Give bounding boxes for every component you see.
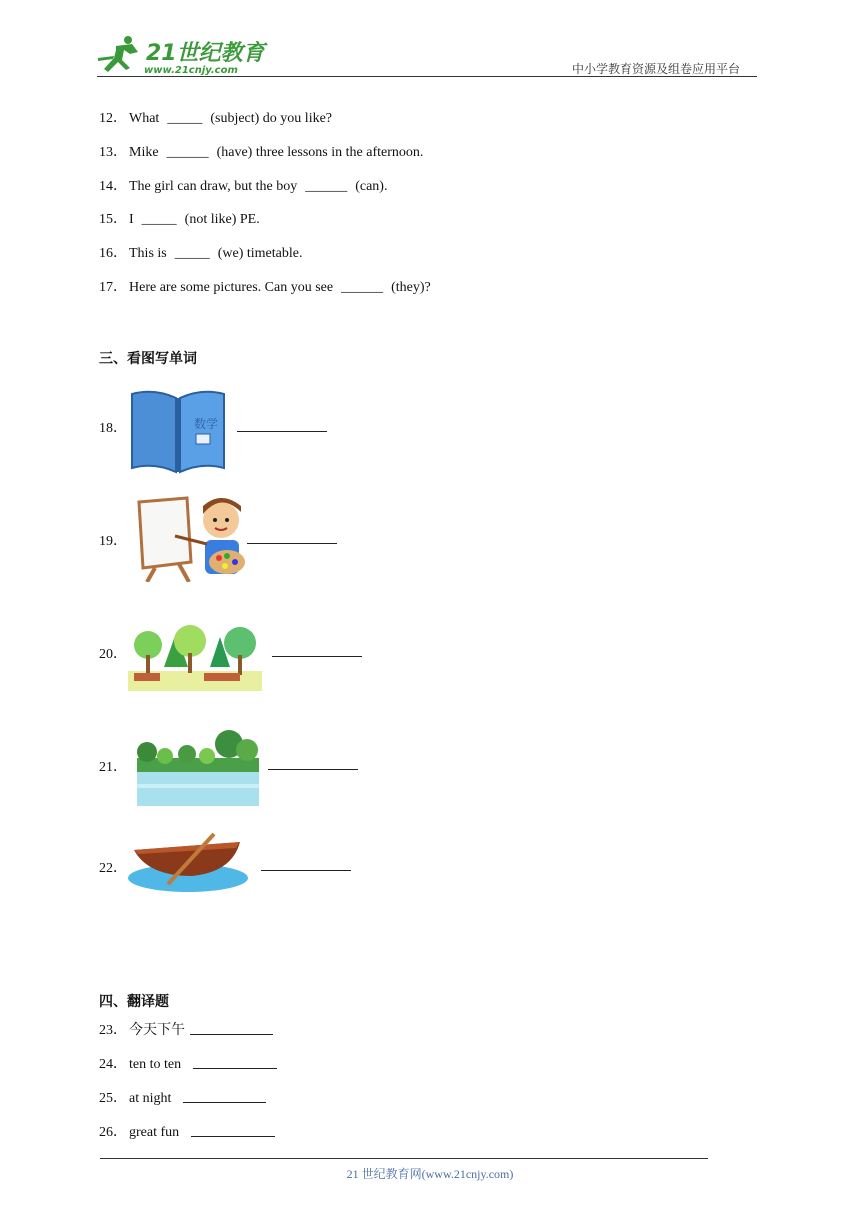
translation-prompt: great fun [129, 1125, 180, 1140]
logo-url: www.21cnjy.com [144, 65, 238, 76]
header-divider [97, 76, 757, 77]
question-number: 13． [99, 145, 127, 160]
footer-divider [100, 1158, 708, 1159]
fill-question-14 [99, 175, 387, 195]
question-number-20: 20． [99, 647, 127, 662]
translation-prompt: ten to ten [129, 1057, 182, 1072]
answer-line-22[interactable] [261, 870, 351, 871]
question-number: 14． [99, 179, 127, 194]
answer-line-18[interactable] [237, 431, 327, 432]
answer-blank[interactable]: _____ [141, 212, 177, 227]
boy-drawing-icon [135, 492, 247, 582]
question-text-before: I [129, 212, 134, 227]
lake-icon [137, 728, 259, 806]
answer-line-19[interactable] [247, 543, 337, 544]
question-number: 15． [99, 212, 127, 227]
question-text-before: This is [129, 246, 167, 261]
section-title-translation: 四、翻译题 [99, 994, 169, 1010]
runner-icon [98, 36, 138, 72]
fill-question-13 [99, 141, 423, 161]
answer-line-23[interactable] [190, 1034, 273, 1035]
question-text-after: (can). [355, 179, 388, 194]
answer-line-20[interactable] [272, 656, 362, 657]
question-number-21: 21． [99, 760, 127, 775]
question-number: 17． [99, 280, 127, 295]
question-text-after: (not like) PE. [184, 212, 260, 227]
question-number-19: 19． [99, 534, 127, 549]
question-text-after: (they)? [391, 280, 431, 295]
question-number-18: 18． [99, 421, 127, 436]
answer-line-25[interactable] [183, 1102, 266, 1103]
question-number: 23． [99, 1023, 127, 1038]
park-icon [128, 615, 262, 691]
question-text-after: (have) three lessons in the afternoon. [216, 145, 424, 160]
answer-line-24[interactable] [193, 1068, 277, 1069]
footer-text: 21 世纪教育网(www.21cnjy.com) [346, 1167, 514, 1181]
answer-blank[interactable]: ______ [341, 280, 384, 295]
math-book-icon [130, 388, 226, 474]
section-title-picture-words: 三、看图写单词 [99, 351, 197, 367]
translation-item-23 [99, 1019, 185, 1039]
answer-blank[interactable]: _____ [167, 111, 203, 126]
answer-blank[interactable]: _____ [174, 246, 210, 261]
answer-blank[interactable]: ______ [305, 179, 348, 194]
answer-line-26[interactable] [191, 1136, 275, 1137]
translation-prompt: 今天下午 [129, 1023, 185, 1038]
question-number: 16． [99, 246, 127, 261]
site-logo [94, 32, 269, 76]
translation-item-25 [99, 1087, 171, 1107]
question-text-before: What [129, 111, 160, 126]
question-text-after: (we) timetable. [217, 246, 303, 261]
boat-icon [128, 832, 250, 894]
fill-question-17 [99, 276, 431, 296]
translation-item-26 [99, 1121, 179, 1141]
question-text-after: (subject) do you like? [210, 111, 333, 126]
question-number: 25． [99, 1091, 127, 1106]
question-text-before: Here are some pictures. Can you see [129, 280, 334, 295]
fill-question-16 [99, 242, 302, 262]
site-name: 中小学教育资源及组卷应用平台 [572, 62, 741, 76]
svg-text:数学: 数学 [194, 417, 219, 431]
fill-question-15 [99, 208, 260, 228]
question-number: 24． [99, 1057, 127, 1072]
answer-line-21[interactable] [268, 769, 358, 770]
question-text-before: The girl can draw, but the boy [129, 179, 298, 194]
logo-text: 21世纪教育 [146, 41, 265, 66]
answer-blank[interactable]: ______ [166, 145, 209, 160]
question-number-22: 22． [99, 861, 127, 876]
question-number: 12． [99, 111, 127, 126]
question-text-before: Mike [129, 145, 159, 160]
translation-item-24 [99, 1053, 181, 1073]
question-number: 26． [99, 1125, 127, 1140]
fill-question-12 [99, 107, 332, 127]
translation-prompt: at night [129, 1091, 172, 1106]
